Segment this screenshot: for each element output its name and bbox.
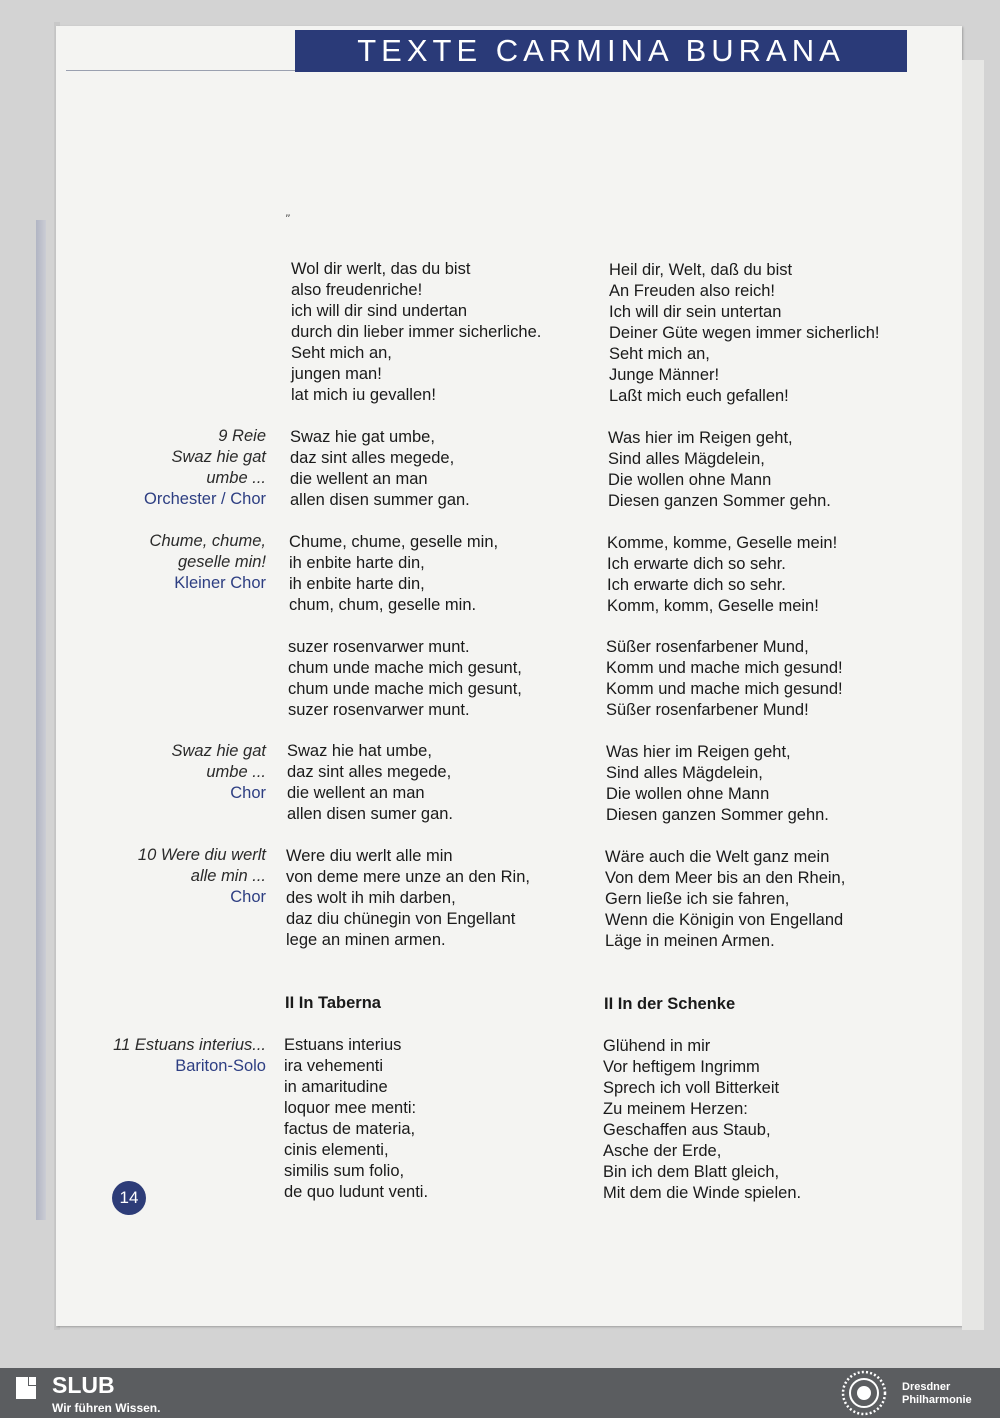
german-stanza [608, 428, 831, 512]
text-line: jungen man! [291, 365, 382, 383]
number-title-line: Chume, chume, [149, 532, 266, 550]
partner-name[interactable] [902, 1381, 972, 1407]
text-line: Glühend in mir [603, 1037, 711, 1055]
german-stanza [607, 533, 837, 617]
text-line: Süßer rosenfarbener Mund! [606, 701, 809, 719]
text-line: Komm, komm, Geselle mein! [607, 597, 819, 615]
text-line: die wellent an man [290, 470, 428, 488]
text-line: Swaz hie gat umbe, [290, 428, 435, 446]
performer-label: Chor [230, 784, 266, 802]
text-line: Seht mich an, [609, 345, 710, 363]
latin-stanza [284, 1035, 428, 1203]
performer-label: Orchester / Chor [144, 490, 266, 508]
text-line: Komm und mache mich gesund! [606, 680, 843, 698]
section-title-latin: II In Taberna [285, 994, 381, 1012]
text-line: chum unde mache mich gesunt, [288, 659, 522, 677]
number-title-line: Swaz hie gat [171, 742, 266, 760]
text-line: Was hier im Reigen geht, [608, 429, 793, 447]
text-line: Sind alles Mägdelein, [608, 450, 765, 468]
text-line: ih enbite harte din, [289, 554, 425, 572]
text-line: allen disen sumer gan. [287, 805, 454, 823]
page-number-badge [112, 1181, 146, 1215]
performer-label: Bariton-Solo [175, 1057, 266, 1075]
text-line: Were diu werlt alle min [286, 847, 453, 865]
text-line: ira vehementi [284, 1057, 384, 1075]
stanza-label [138, 845, 266, 908]
text-line: Chume, chume, geselle min, [289, 533, 499, 551]
latin-stanza [289, 532, 498, 616]
page-number: 14 [119, 1188, 139, 1207]
text-line: factus de materia, [284, 1120, 416, 1138]
text-line: Wäre auch die Welt ganz mein [605, 848, 830, 866]
margin-mark: „ [285, 206, 291, 219]
text-line: Sprech ich voll Bitterkeit [603, 1079, 780, 1097]
slub-logo-icon[interactable] [12, 1374, 40, 1402]
performer-label: Kleiner Chor [174, 574, 266, 592]
text-line: suzer rosenvarwer munt. [288, 701, 470, 719]
text-line: Swaz hie hat umbe, [287, 742, 432, 760]
text-line: Diesen ganzen Sommer gehn. [606, 806, 829, 824]
dresdner-philharmonie-logo-icon[interactable] [840, 1369, 888, 1417]
text-line: ich will dir sind undertan [291, 302, 468, 320]
stanza-label [150, 531, 266, 594]
text-line: chum, chum, geselle min. [289, 596, 477, 614]
german-stanza [603, 1036, 801, 1204]
text-line: similis sum folio, [284, 1162, 405, 1180]
text-line: ih enbite harte din, [289, 575, 425, 593]
text-line: suzer rosenvarwer munt. [288, 638, 470, 656]
latin-stanza [287, 741, 453, 825]
number-title-line: alle min ... [190, 867, 266, 885]
text-line: Vor heftigem Ingrimm [603, 1058, 760, 1076]
text-line: Die wollen ohne Mann [608, 471, 772, 489]
number-title-line: Swaz hie gat [171, 448, 266, 466]
latin-stanza [288, 637, 522, 721]
latin-stanza [291, 259, 541, 406]
text-line: allen disen summer gan. [290, 491, 470, 509]
text-line: Geschaffen aus Staub, [603, 1121, 771, 1139]
text-line: An Freuden also reich! [609, 282, 776, 300]
text-line: Läge in meinen Armen. [605, 932, 775, 950]
text-line: Komm und mache mich gesund! [606, 659, 843, 677]
text-line: durch din lieber immer sicherliche. [291, 323, 542, 341]
stanza-label [172, 741, 266, 804]
text-line: Von dem Meer bis an den Rhein, [605, 869, 846, 887]
text-line: Diesen ganzen Sommer gehn. [608, 492, 831, 510]
text-line: Junge Männer! [609, 366, 720, 384]
stanza-label [113, 1035, 266, 1077]
text-line: Sind alles Mägdelein, [606, 764, 763, 782]
text-line: lege an minen armen. [286, 931, 446, 949]
text-line: in amaritudine [284, 1078, 388, 1096]
text-line: also freudenriche! [291, 281, 423, 299]
number-title-line: geselle min! [177, 553, 266, 571]
text-line: Wol dir werlt, das du bist [291, 260, 471, 278]
text-line: Seht mich an, [291, 344, 392, 362]
text-line: daz diu chünegin von Engellant [286, 910, 516, 928]
text-line: Ich erwarte dich so sehr. [607, 555, 786, 573]
text-line: loquor mee menti: [284, 1099, 417, 1117]
header-band [295, 30, 907, 72]
text-line: chum unde mache mich gesunt, [288, 680, 522, 698]
text-line: Ich will dir sein untertan [609, 303, 782, 321]
number-title-line: 11 Estuans interius... [113, 1036, 266, 1054]
page-title: TEXTE CARMINA BURANA [357, 33, 845, 68]
performer-label: Chor [230, 888, 266, 906]
partner-name-line: Philharmonie [902, 1394, 972, 1406]
latin-stanza [286, 846, 530, 951]
section-title-german: II In der Schenke [604, 995, 736, 1013]
next-page-edge [962, 60, 984, 1330]
text-line: Heil dir, Welt, daß du bist [609, 261, 793, 279]
partner-name-line: Dresdner [902, 1381, 951, 1393]
slub-tagline: Wir führen Wissen. [52, 1401, 161, 1415]
text-line: Wenn die Königin von Engelland [605, 911, 844, 929]
text-line: Laßt mich euch gefallen! [609, 387, 789, 405]
number-title-line: umbe ... [206, 469, 266, 487]
text-line: von deme mere unze an den Rin, [286, 868, 530, 886]
text-line: Ich erwarte dich so sehr. [607, 576, 786, 594]
latin-stanza [290, 427, 470, 511]
text-line: Asche der Erde, [603, 1142, 722, 1160]
footer-bar [0, 1368, 1000, 1418]
book-spine [36, 220, 46, 1220]
text-line: cinis elementi, [284, 1141, 389, 1159]
text-line: Die wollen ohne Mann [606, 785, 770, 803]
text-line: die wellent an man [287, 784, 425, 802]
text-line: Zu meinem Herzen: [603, 1100, 748, 1118]
text-line: Komme, komme, Geselle mein! [607, 534, 838, 552]
text-line: lat mich iu gevallen! [291, 386, 436, 404]
number-title-line: 10 Were diu werlt [137, 846, 266, 864]
text-line: daz sint alles megede, [290, 449, 455, 467]
text-line: Mit dem die Winde spielen. [603, 1184, 802, 1202]
slub-name[interactable]: SLUB [52, 1372, 115, 1398]
stanza-label [144, 426, 266, 510]
german-stanza [609, 260, 880, 407]
german-stanza [605, 847, 845, 952]
text-line: Bin ich dem Blatt gleich, [603, 1163, 780, 1181]
text-line: des wolt ih mih darben, [286, 889, 456, 907]
german-stanza [606, 637, 843, 721]
german-stanza [606, 742, 829, 826]
text-line: de quo ludunt venti. [284, 1183, 429, 1201]
number-title-line: umbe ... [206, 763, 266, 781]
text-line: Was hier im Reigen geht, [606, 743, 791, 761]
text-line: Deiner Güte wegen immer sicherlich! [609, 324, 880, 342]
number-title-line: 9 Reie [218, 427, 266, 445]
text-line: Estuans interius [284, 1036, 402, 1054]
text-line: Gern ließe ich sie fahren, [605, 890, 790, 908]
text-line: daz sint alles megede, [287, 763, 452, 781]
text-line: Süßer rosenfarbener Mund, [606, 638, 809, 656]
